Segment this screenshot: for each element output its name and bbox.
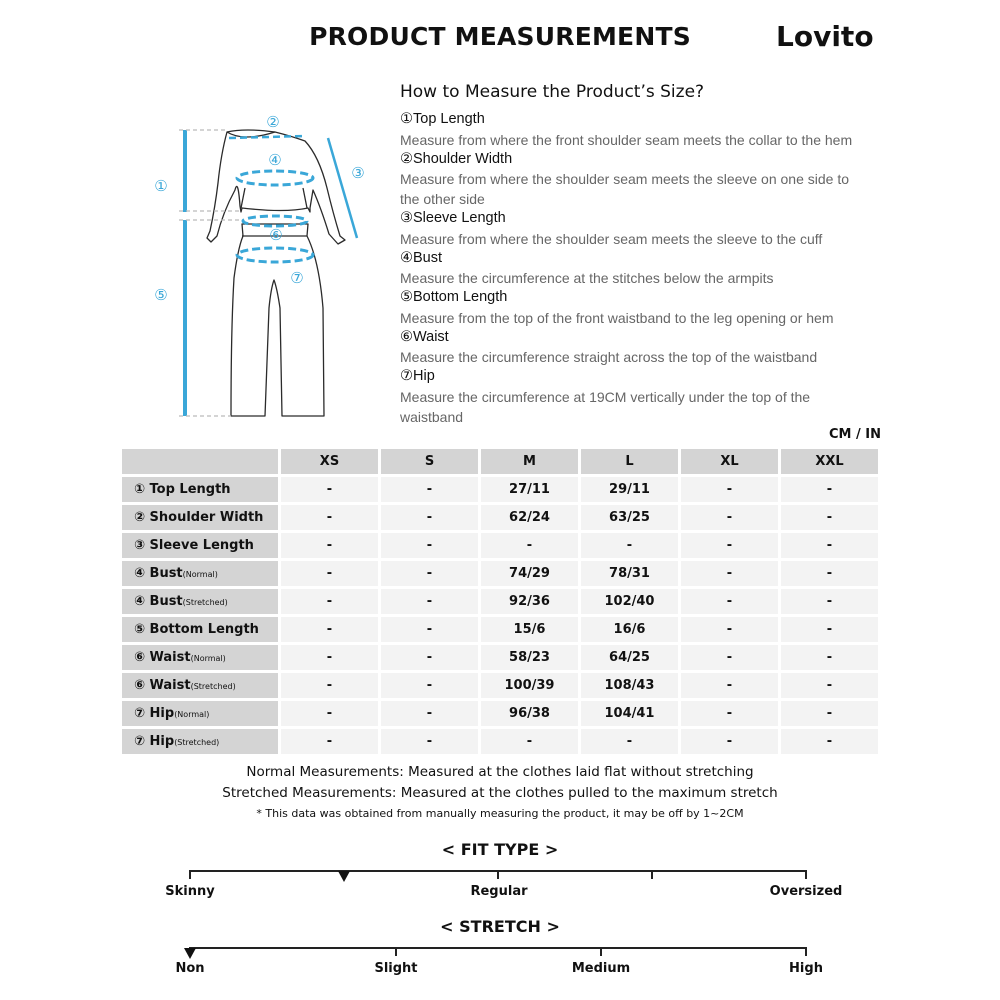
scale-tick <box>600 947 602 956</box>
fit-label-regular: Regular <box>470 884 528 899</box>
table-cell: - <box>681 589 778 614</box>
table-cell: - <box>281 477 378 502</box>
table-cell: - <box>481 533 578 558</box>
guide-item-title: ⑤Bottom Length <box>400 289 508 305</box>
row-label-qualifier: (Normal) <box>190 654 226 663</box>
marker-1: ① <box>154 177 168 195</box>
row-label-qualifier: (Stretched) <box>190 682 236 691</box>
table-row <box>122 645 878 670</box>
table-cell: - <box>681 561 778 586</box>
stretch-label-medium: Medium <box>571 961 631 976</box>
row-label-text: ④ Bust <box>134 566 183 581</box>
table-cell: - <box>381 477 478 502</box>
guide-item-desc: Measure from where the front shoulder seam meets the collar to the hem <box>400 131 853 148</box>
table-cell: 15/6 <box>481 617 578 642</box>
size-header-row <box>122 449 878 474</box>
row-label <box>122 617 278 642</box>
guide-item-desc: Measure the circumference at 19CM vertically under the top of the waistband <box>400 388 811 425</box>
table-row <box>122 561 878 586</box>
guide-item <box>400 288 870 328</box>
table-cell: - <box>281 533 378 558</box>
table-cell: - <box>781 729 878 754</box>
marker-4: ④ <box>268 151 282 169</box>
disclaimer: * This data was obtained from manually measuring the product, it may be off by 1~2CM <box>256 807 744 820</box>
table-row <box>122 589 878 614</box>
table-cell: 100/39 <box>481 673 578 698</box>
guide-item-title: ④Bust <box>400 249 443 266</box>
table-row <box>122 729 878 754</box>
table-cell: - <box>681 533 778 558</box>
stretch-label-non: Non <box>175 961 205 976</box>
table-cell: - <box>381 673 478 698</box>
unit-label: CM / IN <box>829 427 881 442</box>
table-cell: 96/38 <box>481 701 578 726</box>
row-label-text: ① Top Length <box>134 482 231 497</box>
row-label <box>122 589 278 614</box>
table-cell: - <box>381 561 478 586</box>
marker-7: ⑦ <box>290 269 304 287</box>
table-cell: - <box>681 505 778 530</box>
table-row <box>122 617 878 642</box>
table-cell: - <box>381 589 478 614</box>
guide-item-title: ①Top Length <box>400 111 485 127</box>
guide-item-title: ②Shoulder Width <box>400 150 513 167</box>
size-header: S <box>381 449 478 474</box>
row-label-text: ③ Sleeve Length <box>134 538 254 553</box>
stretch-title: < STRETCH > <box>440 917 560 936</box>
table-cell: 74/29 <box>481 561 578 586</box>
guide-item <box>400 209 870 249</box>
stretched-note: Stretched Measurements: Measured at the clothes pulled to the maximum stretch <box>222 785 778 801</box>
row-label-qualifier: (Stretched) <box>174 738 220 747</box>
guide-item-title: ⑥Waist <box>400 328 449 345</box>
guide-item <box>400 367 870 427</box>
brand-logo: Lovito <box>776 20 874 53</box>
notes <box>0 762 1000 824</box>
stretch-label-slight: Slight <box>374 961 418 976</box>
scale-tick <box>497 870 499 879</box>
guide-item <box>400 249 870 289</box>
row-label-qualifier: (Normal) <box>174 710 210 719</box>
row-label-qualifier: (Normal) <box>182 570 218 579</box>
normal-note: Normal Measurements: Measured at the clothes laid flat without stretching <box>246 764 754 780</box>
size-header: M <box>481 449 578 474</box>
row-label-text: ⑥ Waist <box>134 650 191 665</box>
scale-tick <box>805 947 807 956</box>
table-cell: - <box>281 701 378 726</box>
table-cell: - <box>781 645 878 670</box>
guide-item-desc: Measure the circumference straight across the top of the waistband <box>400 349 818 365</box>
size-header: XL <box>681 449 778 474</box>
table-cell: - <box>681 729 778 754</box>
guide-item-desc: Measure from the top of the front waistband to the leg opening or hem <box>400 309 834 326</box>
table-cell: - <box>781 533 878 558</box>
table-cell: - <box>281 673 378 698</box>
row-label <box>122 673 278 698</box>
page-title: PRODUCT MEASUREMENTS <box>309 22 691 51</box>
table-cell: - <box>381 729 478 754</box>
table-cell: - <box>781 589 878 614</box>
table-cell: - <box>681 645 778 670</box>
size-table <box>119 446 881 757</box>
table-cell: 64/25 <box>581 645 678 670</box>
row-label <box>122 729 278 754</box>
table-cell: - <box>781 561 878 586</box>
table-cell: - <box>781 477 878 502</box>
guide-item-desc: Measure from where the shoulder seam meets the sleeve on one side to the other side <box>400 171 850 207</box>
table-cell: - <box>681 701 778 726</box>
scale-tick <box>805 870 807 879</box>
row-label-qualifier: (Stretched) <box>182 598 228 607</box>
row-label-text: ⑦ Hip <box>134 734 175 749</box>
table-row <box>122 477 878 502</box>
table-cell: - <box>381 505 478 530</box>
table-row <box>122 533 878 558</box>
table-cell: 16/6 <box>581 617 678 642</box>
table-cell: - <box>281 505 378 530</box>
table-cell: 63/25 <box>581 505 678 530</box>
table-cell: - <box>381 645 478 670</box>
row-label <box>122 505 278 530</box>
table-cell: - <box>781 617 878 642</box>
scale-tick <box>651 870 653 879</box>
fit-label-oversized: Oversized <box>769 884 843 899</box>
stretch-indicator <box>184 948 196 959</box>
fit-label-skinny: Skinny <box>165 884 215 899</box>
row-label <box>122 561 278 586</box>
table-cell: - <box>281 645 378 670</box>
fit-type-title: < FIT TYPE > <box>441 840 559 859</box>
row-label-text: ⑥ Waist <box>134 678 191 693</box>
table-cell: - <box>781 505 878 530</box>
marker-6: ⑥ <box>269 226 283 244</box>
guide-item <box>400 110 870 150</box>
row-label <box>122 645 278 670</box>
table-cell: 78/31 <box>581 561 678 586</box>
table-row <box>122 673 878 698</box>
size-header: L <box>581 449 678 474</box>
pants-outline <box>231 224 324 416</box>
table-cell: - <box>781 673 878 698</box>
size-header: XXL <box>781 449 878 474</box>
table-cell: - <box>281 561 378 586</box>
table-cell: 29/11 <box>581 477 678 502</box>
table-cell: 108/43 <box>581 673 678 698</box>
scale-tick <box>189 870 191 879</box>
row-label-text: ② Shoulder Width <box>134 510 264 525</box>
table-cell: 27/11 <box>481 477 578 502</box>
measurement-guide <box>400 82 870 427</box>
table-cell: 102/40 <box>581 589 678 614</box>
table-cell: - <box>781 701 878 726</box>
row-label <box>122 477 278 502</box>
table-row <box>122 701 878 726</box>
guide-item-desc: Measure the circumference at the stitches below the armpits <box>400 270 774 286</box>
header-corner <box>122 449 278 474</box>
table-cell: - <box>281 589 378 614</box>
row-label-text: ⑤ Bottom Length <box>134 622 259 637</box>
row-label <box>122 701 278 726</box>
table-cell: - <box>481 729 578 754</box>
guide-item <box>400 328 870 368</box>
table-cell: - <box>581 533 678 558</box>
scale-tick <box>395 947 397 956</box>
table-cell: - <box>381 617 478 642</box>
table-cell: - <box>681 617 778 642</box>
table-cell: - <box>681 477 778 502</box>
table-cell: 92/36 <box>481 589 578 614</box>
size-header: XS <box>281 449 378 474</box>
guide-item <box>400 150 870 210</box>
garment-diagram <box>145 108 375 426</box>
table-cell: 58/23 <box>481 645 578 670</box>
table-cell: - <box>381 701 478 726</box>
table-cell: 62/24 <box>481 505 578 530</box>
marker-3: ③ <box>351 164 365 182</box>
row-label-text: ⑦ Hip <box>134 706 175 721</box>
marker-2: ② <box>266 113 280 131</box>
table-row <box>122 505 878 530</box>
row-label <box>122 533 278 558</box>
guide-item-title: ③Sleeve Length <box>400 210 506 226</box>
stretch-label-high: High <box>789 961 823 976</box>
table-cell: - <box>581 729 678 754</box>
table-cell: - <box>681 673 778 698</box>
guide-item-desc: Measure from where the shoulder seam meets the sleeve to the cuff <box>400 230 823 247</box>
table-cell: - <box>281 617 378 642</box>
marker-5: ⑤ <box>154 286 168 304</box>
table-cell: 104/41 <box>581 701 678 726</box>
row-label-text: ④ Bust <box>134 594 183 609</box>
stretch-scale <box>190 947 807 949</box>
guide-heading: How to Measure the Product’s Size? <box>400 82 705 102</box>
guide-item-title: ⑦Hip <box>400 368 435 384</box>
table-cell: - <box>281 729 378 754</box>
table-cell: - <box>381 533 478 558</box>
fit-type-indicator <box>338 871 350 882</box>
